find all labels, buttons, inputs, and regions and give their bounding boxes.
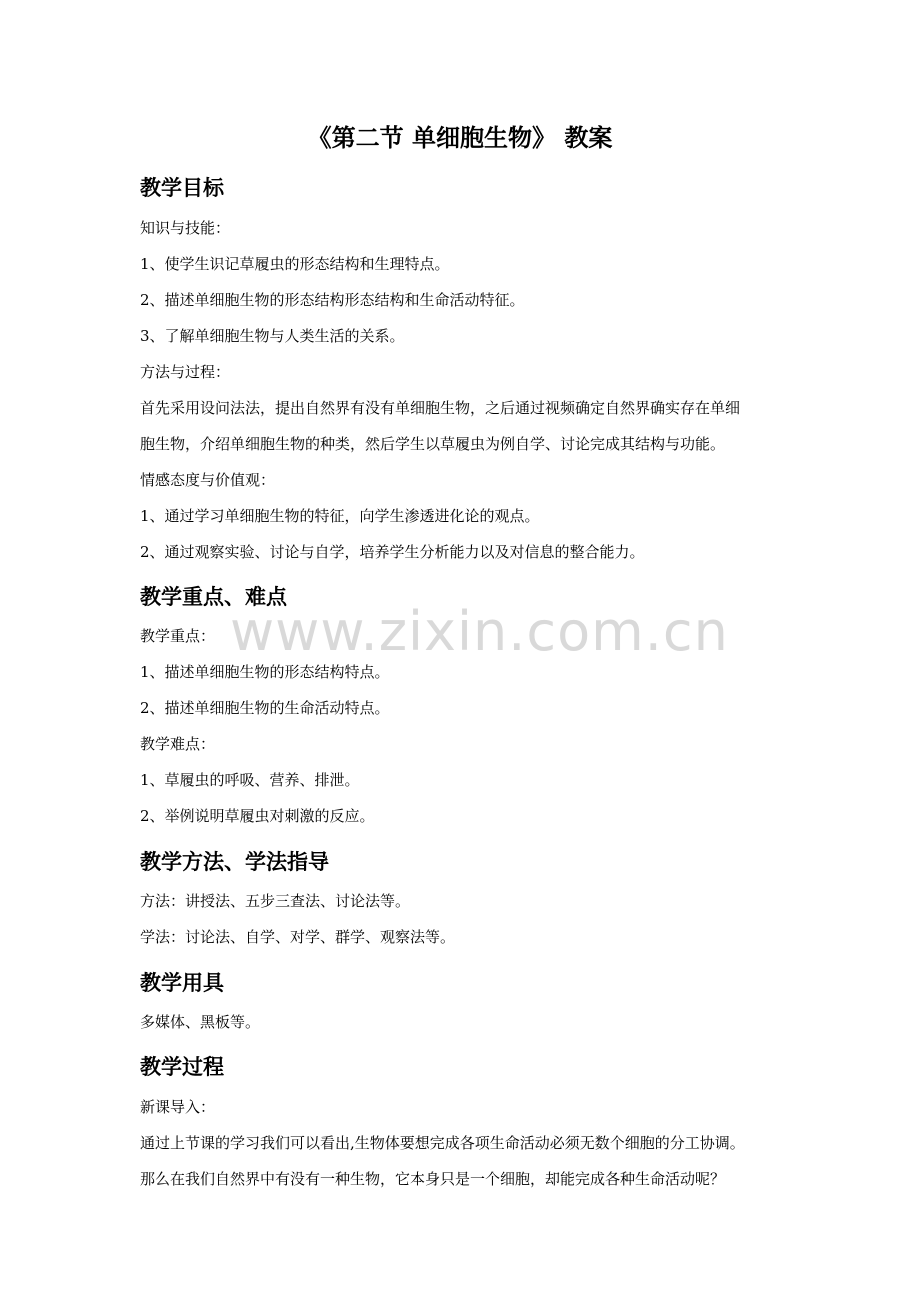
intro-line-2: 那么在我们自然界中有没有一种生物，它本身只是一个细胞，却能完成各种生命活动呢？: [140, 1170, 726, 1188]
heading-methods: 教学方法、学法指导: [140, 850, 329, 874]
knowledge-item-3: 3、了解单细胞生物与人类生活的关系。: [140, 327, 405, 345]
focus-label: 教学重点：: [140, 627, 216, 645]
emotion-label: 情感态度与价值观：: [140, 471, 276, 489]
tools-content: 多媒体、黑板等。: [140, 1013, 261, 1031]
knowledge-label: 知识与技能：: [140, 219, 231, 237]
heading-objectives: 教学目标: [140, 176, 224, 200]
learning-method: 学法：讨论法、自学、对学、群学、观察法等。: [140, 928, 456, 946]
document-title: 《第二节 单细胞生物》 教案: [307, 124, 613, 152]
watermark: www.zixin.com.cn: [230, 600, 729, 663]
difficulty-item-2: 2、举例说明草履虫对刺激的反应。: [140, 807, 375, 825]
emotion-item-1: 1、通过学习单细胞生物的特征，向学生渗透进化论的观点。: [140, 507, 540, 525]
difficulty-item-1: 1、草履虫的呼吸、营养、排泄。: [140, 771, 360, 789]
heading-key-points: 教学重点、难点: [140, 585, 287, 609]
knowledge-item-1: 1、使学生识记草履虫的形态结构和生理特点。: [140, 255, 450, 273]
method-label: 方法与过程：: [140, 363, 231, 381]
difficulty-label: 教学难点：: [140, 735, 216, 753]
method-line-1: 首先采用设问法法，提出自然界有没有单细胞生物，之后通过视频确定自然界确实存在单细: [140, 399, 741, 417]
knowledge-item-2: 2、描述单细胞生物的形态结构形态结构和生命活动特征。: [140, 291, 525, 309]
intro-line-1: 通过上节课的学习我们可以看出,生物体要想完成各项生命活动必须无数个细胞的分工协调。: [140, 1134, 745, 1152]
teaching-method: 方法：讲授法、五步三查法、讨论法等。: [140, 892, 411, 910]
heading-process: 教学过程: [140, 1055, 224, 1079]
method-line-2: 胞生物，介绍单细胞生物的种类，然后学生以草履虫为例自学、讨论完成其结构与功能。: [140, 435, 726, 453]
focus-item-1: 1、描述单细胞生物的形态结构特点。: [140, 663, 390, 681]
heading-tools: 教学用具: [140, 971, 224, 995]
focus-item-2: 2、描述单细胞生物的生命活动特点。: [140, 699, 390, 717]
emotion-item-2: 2、通过观察实验、讨论与自学，培养学生分析能力以及对信息的整合能力。: [140, 543, 645, 561]
intro-label: 新课导入：: [140, 1098, 216, 1116]
